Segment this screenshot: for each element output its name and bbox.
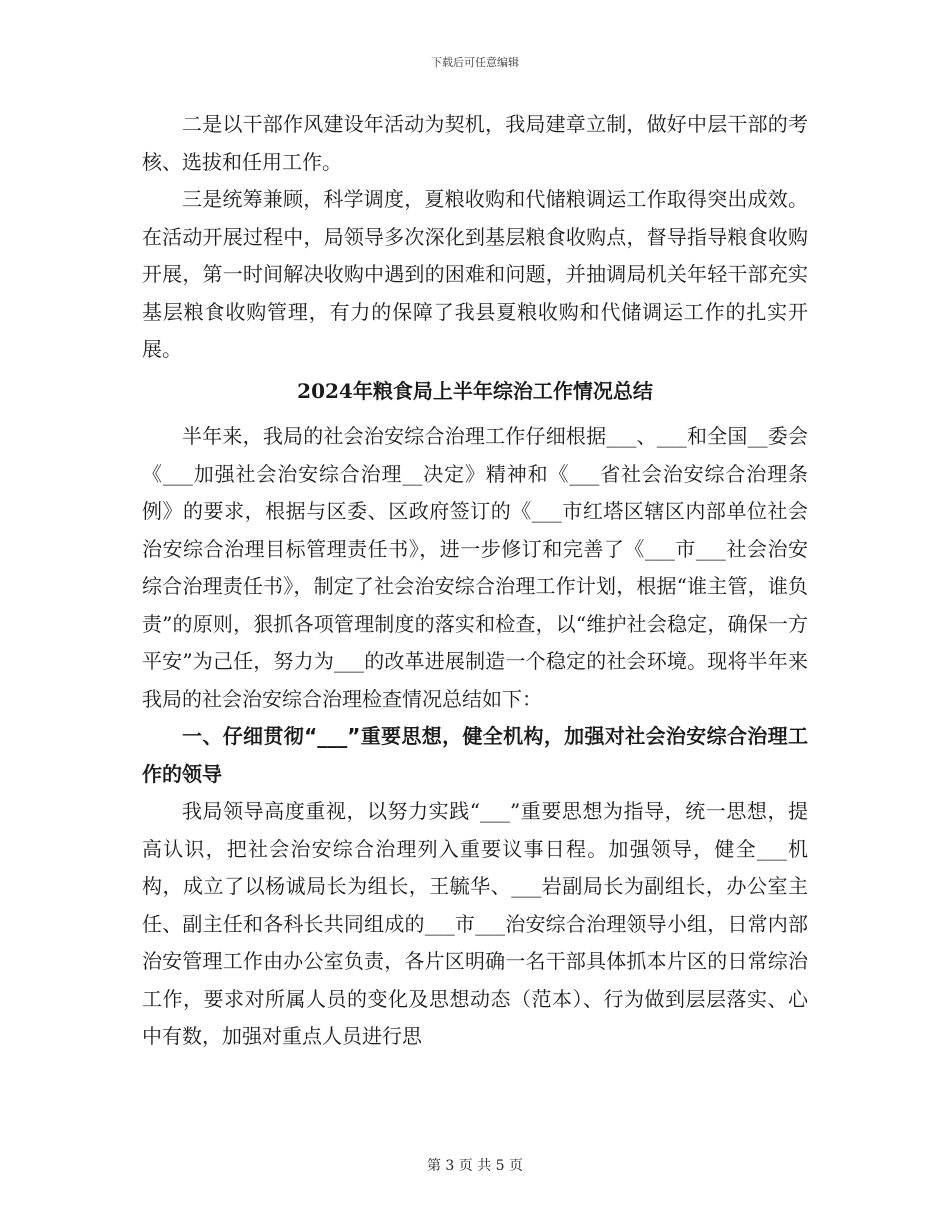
paragraph-leadership: 我局领导高度重视，以努力实践“___”重要思想为指导，统一思想，提高认识，把社会治安综合治理列入重要议事日程。加强领导，健全___机构，成立了以杨诚局长为组长，王毓华、___岩副局长为副组长，办公室主任、副主任和各科长共同组成的___市___治安综合治理领导小组，日常内部治安管理工作由办公室负责，各片区明确一名干部具体抓本片区的日常综治工作，要求对所属人员的变化及思想动态（范本）、行为做到层层落实、心中有数，加强对重点人员进行思: [142, 799, 808, 1048]
section-title: 2024年粮食局上半年综治工作情况总结: [297, 378, 653, 403]
page-number: 第 3 页 共 5 页: [426, 1158, 524, 1174]
document-body: [142, 106, 808, 1056]
paragraph-half-year-summary: 半年来，我局的社会治安综合治理工作仔细根据___、___和全国__委会《___加强社会治安综合治理__决定》精神和《___省社会治安综合治理条例》的要求，根据与区委、区政府签订的《___市红塔区辖区内部单位社会治安综合治理目标管理责任书》，进一步修订和完善了《___市___社会治安综合治理责任书》，制定了社会治安综合治理工作计划，根据“谁主管，谁负责”的原则，狠抓各项管理制度的落实和检查，以“维护社会稳定，确保一方平安”为己任，努力为___的改革进展制造一个稳定的社会环境。现将半年来我局的社会治安综合治理检查情况总结如下：: [142, 424, 808, 711]
paragraph-cadre-style: 二是以干部作风建设年活动为契机，我局建章立制，做好中层干部的考核、选拔和任用工作。: [142, 112, 808, 174]
section-heading-1: 一、仔细贯彻“___”重要思想，健全机构，加强对社会治安综合治理工作的领导: [142, 724, 808, 786]
paragraph-grain-purchase: 三是统筹兼顾，科学调度，夏粮收购和代储粮调运工作取得突出成效。在活动开展过程中，局领导多次深化到基层粮食收购点，督导指导粮食收购开展，第一时间解决收购中遇到的困难和问题，并抽调局机关年轻干部充实基层粮食收购管理，有力的保障了我县夏粮收购和代储调运工作的扎实开展。: [142, 187, 808, 361]
page-header: 下载后可任意编辑: [431, 56, 519, 69]
